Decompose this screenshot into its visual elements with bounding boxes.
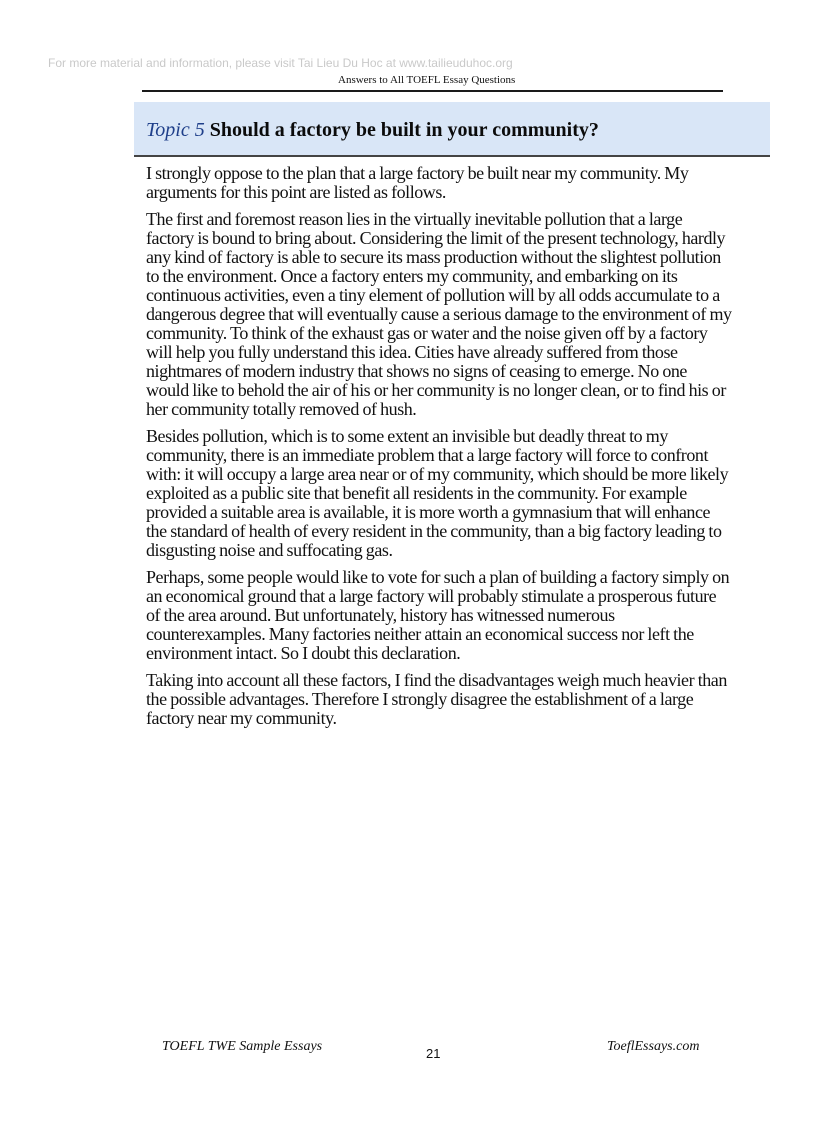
topic-banner (134, 102, 770, 157)
essay-paragraph-land-use: Besides pollution, which is to some extent an invisible but deadly threat to my community, there is an immediate problem that a large factory will force to confront with: it will occupy a large area near or of my community, which should be more likely exploited as a public site that benefit all residents in the community. For example provided a suitable area is available, it is more worth a gymnasium that will enhance the standard of health of every resident in the community, than a big factory leading to disgusting noise and suffocating gas. (146, 426, 729, 560)
header-rule (142, 90, 723, 92)
watermark-text: For more material and information, please visit Tai Lieu Du Hoc at www.tailieuduhoc.org (48, 56, 513, 70)
essay-paragraph-conclusion: Taking into account all these factors, I find the disadvantages weigh much heavier than the possible advantages. Therefore I strongly disagree the establishment of a large factory near my community. (146, 670, 727, 728)
topic-heading (146, 118, 599, 142)
running-head: Answers to All TOEFL Essay Questions (338, 74, 516, 86)
essay-paragraph-economy: Perhaps, some people would like to vote for such a plan of building a factory simply on an economical ground that a large factory will probably stimulate a prosperous future of the area around. But unfortunately, history has witnessed numerous counterexamples. Many factories neither attain an economical success nor left the environment intact. So I doubt this declaration. (146, 567, 730, 663)
essay-paragraph-intro: I strongly oppose to the plan that a large factory be built near my community. My arguments for this point are listed as follows. (146, 163, 689, 202)
essay-body (146, 164, 732, 736)
footer-book-title: TOEFL TWE Sample Essays (162, 1039, 323, 1054)
topic-title: Should a factory be built in your community? (209, 119, 599, 141)
page-number: 21 (426, 1046, 441, 1061)
essay-paragraph-pollution: The first and foremost reason lies in the virtually inevitable pollution that a large factory is bound to bring about. Considering the limit of the present technology, hardly any kind of factory is able to secure its mass production without the slightest pollution to the environment. Once a factory enters my community, and embarking on its continuous activities, even a tiny element of pollution will by all odds accumulate to a dangerous degree that will eventually cause a serious damage to the environment of my community. To think of the exhaust gas or water and the noise given off by a factory will help you fully understand this idea. Cities have already suffered from those nightmares of modern industry that shows no signs of ceasing to emerge. No one would like to behold the air of his or her community is no longer clean, or to find his or her community totally removed of hush. (146, 209, 732, 419)
topic-label: Topic 5 (146, 119, 205, 141)
footer-website: ToeflEssays.com (607, 1039, 700, 1054)
